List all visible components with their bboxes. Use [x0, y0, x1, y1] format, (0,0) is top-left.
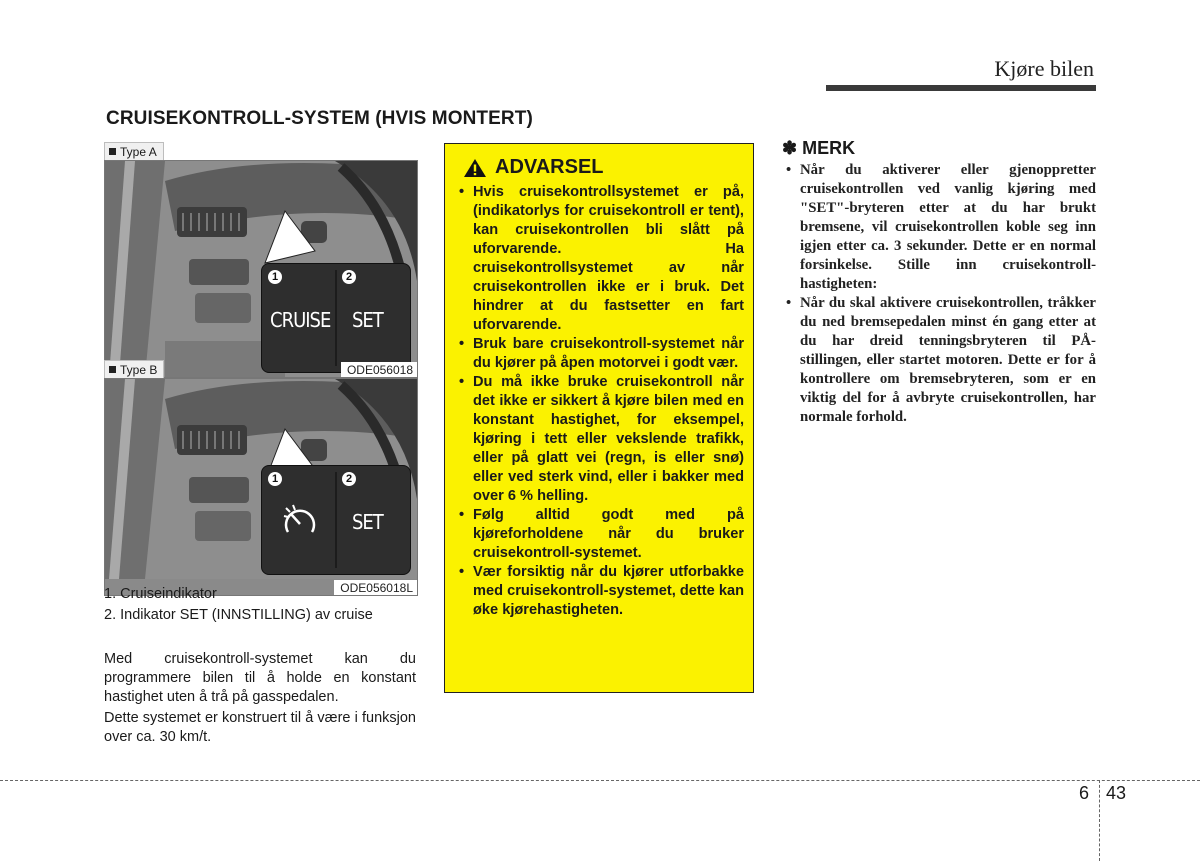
indicator-number-2: 2: [342, 270, 356, 284]
footer-vertical-divider: [1099, 780, 1100, 861]
figure-captions: [104, 584, 424, 626]
body-paragraph-1: Med cruisekontroll-systemet kan du programmere bilen til å holde en konstant hastighet uten å trå på gasspedalen.: [104, 651, 416, 705]
figure-a-type-label: Type A: [104, 142, 164, 161]
cruise-speedometer-icon: [280, 502, 320, 542]
figure-b-type-label: Type B: [104, 360, 164, 379]
warning-heading: [463, 156, 744, 179]
set-indicator-text: SET: [352, 308, 383, 332]
page-number: 43: [1106, 783, 1127, 803]
warning-item: • Hvis cruisekontrollsystemet er på, (indikatorlys for cruisekontroll er tent), kan cruisekontrollen bli slått på uforvarende. Ha cruisekontrollsystemet av når cruisekontrollen ikke er i bruk. Det hindrer at du fastsetter en fart uforvarende.: [457, 183, 744, 335]
caption-2: 2. Indikator SET (INNSTILLING) av cruise: [104, 607, 373, 623]
caption-1: 1. Cruiseindikator: [104, 586, 217, 602]
set-indicator-text: SET: [352, 510, 383, 534]
section-title: CRUISEKONTROLL-SYSTEM (HVIS MONTERT): [106, 108, 533, 129]
figure-a-code: ODE056018: [341, 362, 417, 377]
cruise-indicator-text: CRUISE: [270, 308, 331, 332]
indicator-panel-a: [261, 263, 411, 373]
warning-item: • Du må ikke bruke cruisekontroll når det ikke er sikkert å kjøre bilen med en konstant hastighet, for eksempel, kjøring i tett eller vekslende trafikk, eller på glatt vei (regn, is eller snø) eller ved sterk vind, eller i bakker med over 6 % helling.: [457, 373, 744, 506]
warning-item: • Vær forsiktig når du kjører utforbakke med cruisekontroll-systemet, dette kan øke kjørehastigheten.: [457, 563, 744, 620]
warning-list: [457, 183, 744, 620]
figure-b-code: ODE056018L: [334, 580, 417, 595]
figure-a-photo: [104, 160, 418, 378]
indicator-number-1: 1: [268, 472, 282, 486]
warning-item: • Følg alltid godt med på kjøreforholdene når du bruker cruisekontroll-systemet.: [457, 506, 744, 563]
header-rule: [826, 85, 1096, 91]
note-list: [782, 161, 1096, 427]
page-chapter-number: 6: [1079, 783, 1090, 803]
body-paragraph-2: Dette systemet er konstruert til å være i funksjon over ca. 30 km/t.: [104, 710, 416, 745]
note-item: • Når du skal aktivere cruisekontrollen, tråkker du ned bremsepedalen minst én gang etter at du har dreid tenningsbryteren til PÅ-stillingen, eller startet motoren. Dette er for å kontrollere om bremsebryteren, som er en viktig del for å avbryte cruisekontrollen, har normale forhold.: [782, 294, 1096, 427]
indicator-number-2: 2: [342, 472, 356, 486]
footer-divider: [0, 780, 1200, 781]
indicator-divider: [335, 270, 337, 366]
note-heading: ✽ MERK: [782, 138, 856, 158]
chapter-title: Kjøre bilen: [994, 56, 1094, 81]
note-section: [782, 138, 1096, 427]
warning-box: [444, 143, 754, 693]
figure-b-photo: [104, 378, 418, 596]
indicator-number-1: 1: [268, 270, 282, 284]
warning-item: • Bruk bare cruisekontroll-systemet når du kjører på åpen motorvei i godt vær.: [457, 335, 744, 373]
warning-triangle-icon: [463, 158, 487, 178]
warning-title: ADVARSEL: [495, 156, 604, 178]
indicator-panel-b: [261, 465, 411, 575]
indicator-divider: [335, 472, 337, 568]
note-item: • Når du aktiverer eller gjenoppretter cruisekontrollen ved vanlig kjøring med "SET"-bryteren etter at du har brukt bremsene, vil cruisekontrollen koble seg inn igjen etter ca. 3 sekunder. Dette er en normal forsinkelse. Stille inn cruisekontroll-hastigheten:: [782, 161, 1096, 294]
